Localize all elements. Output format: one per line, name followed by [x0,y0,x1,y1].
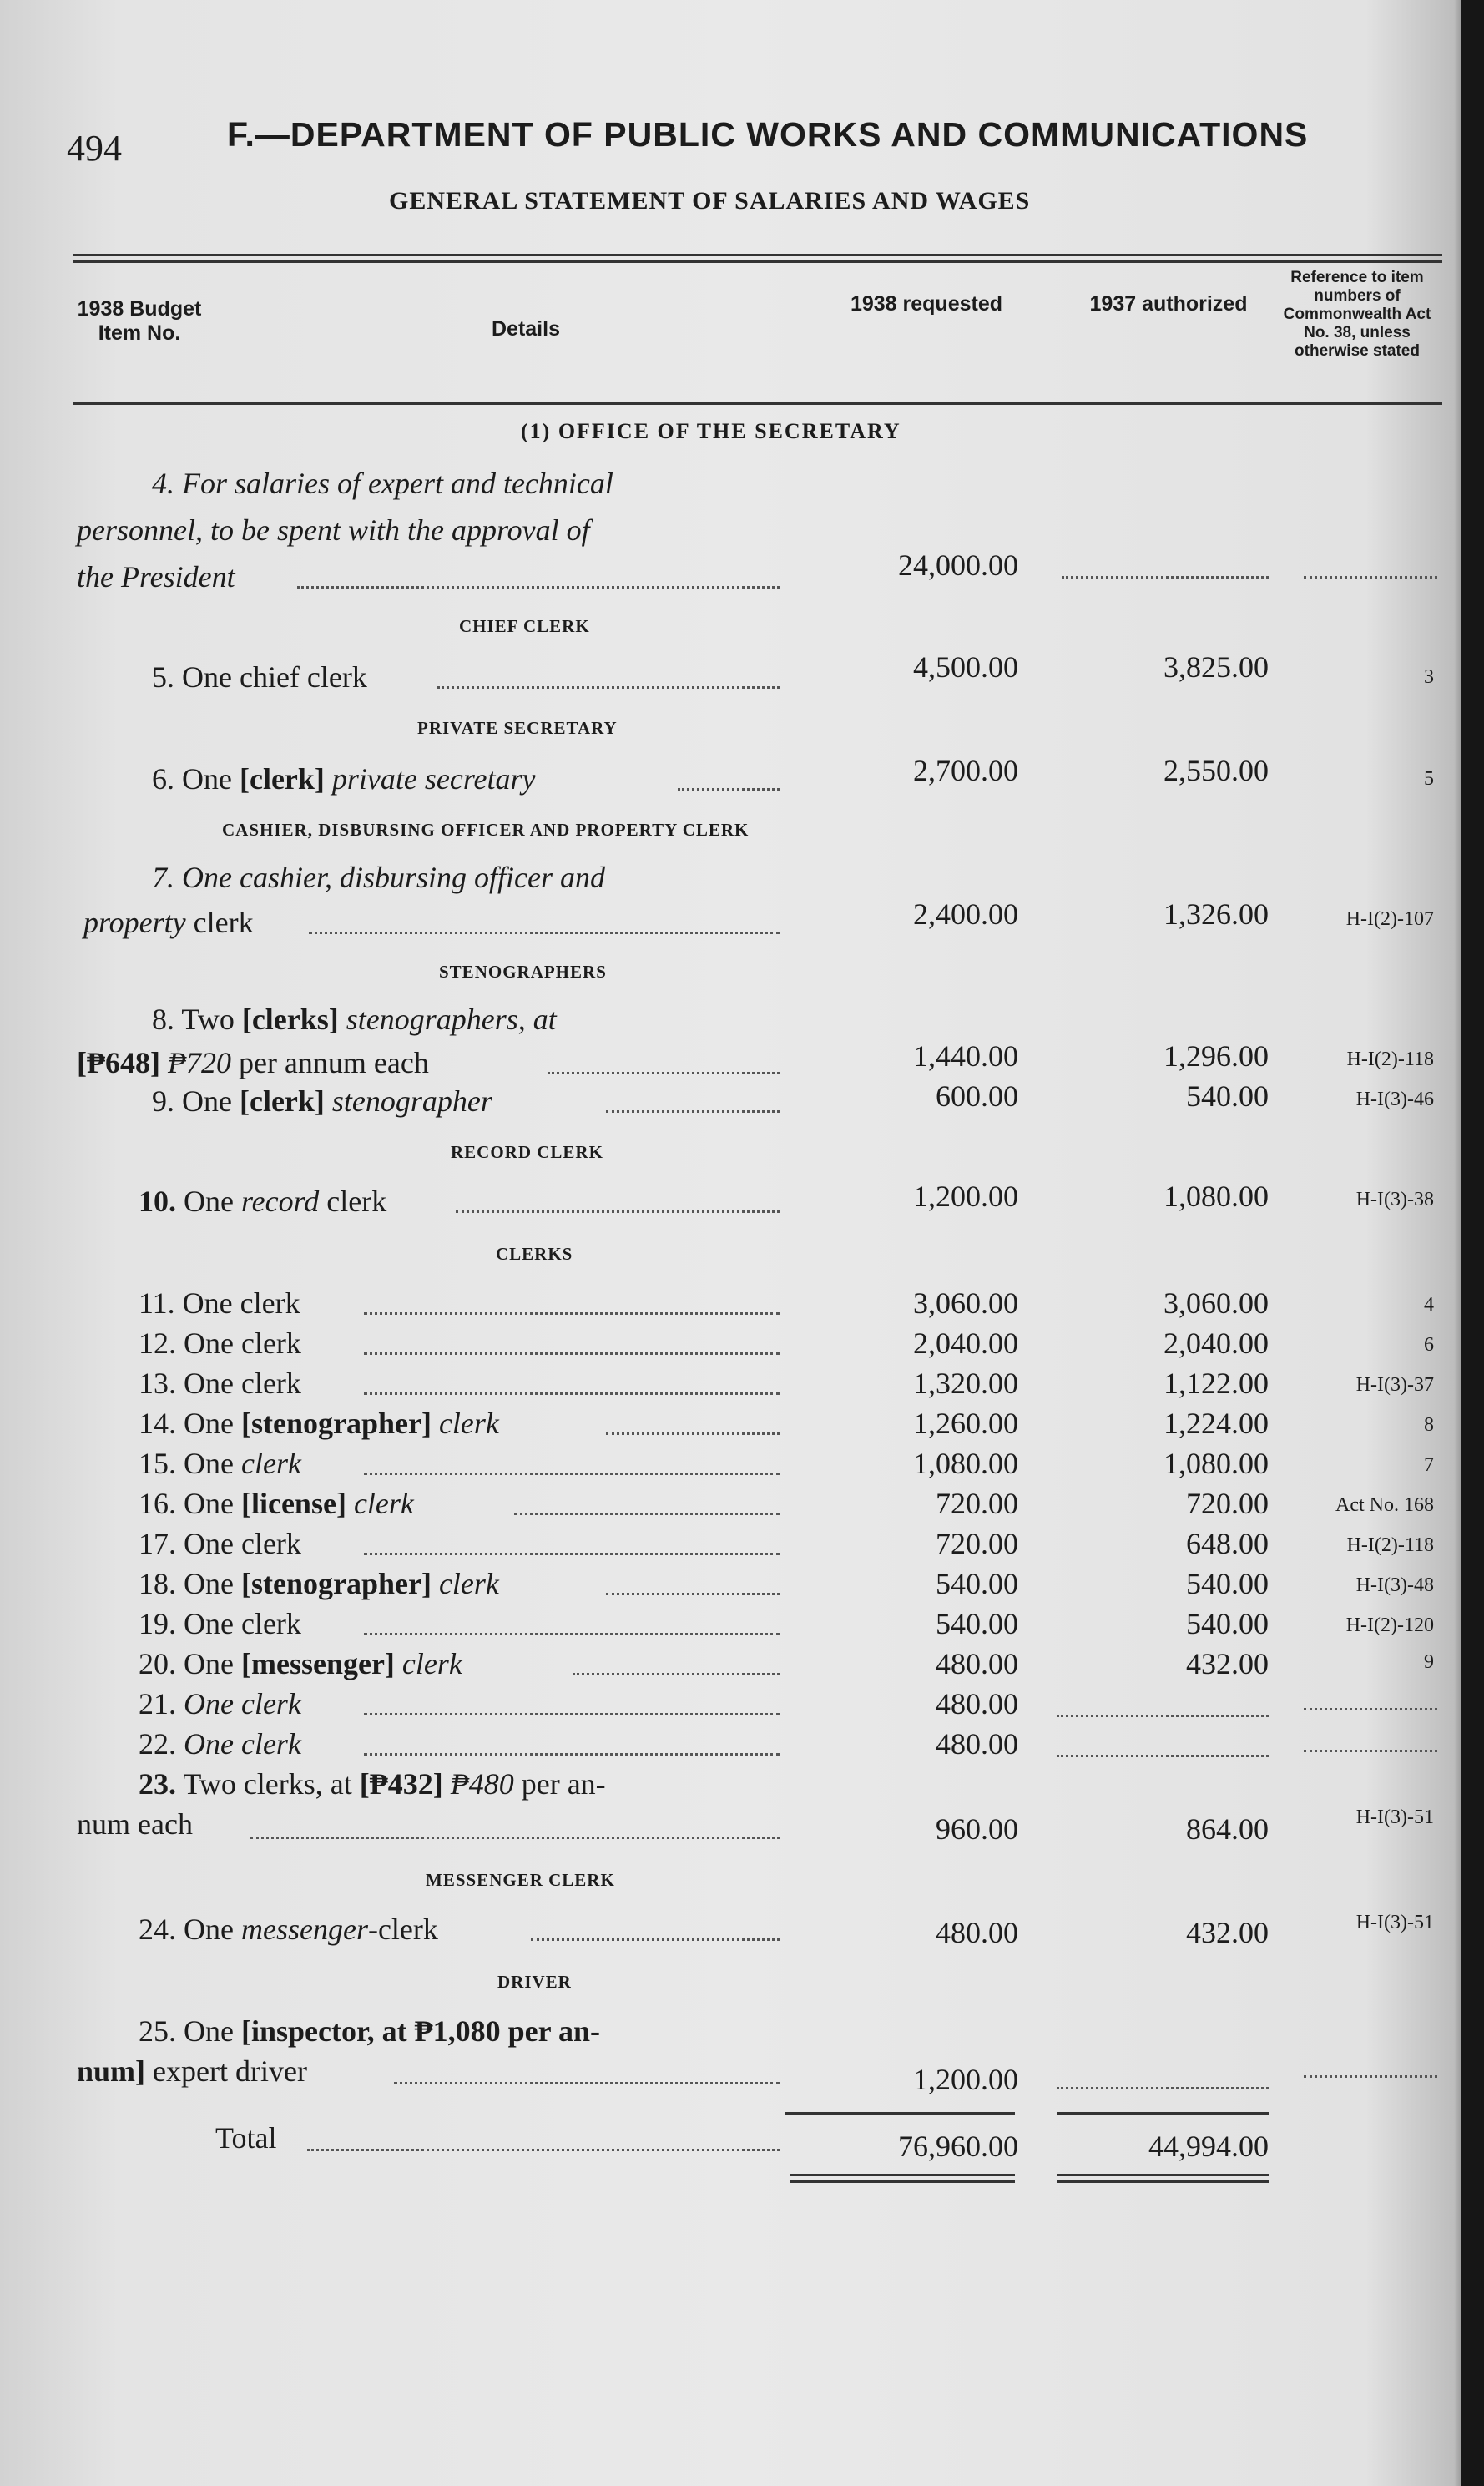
item-25-line2-a: num] [77,2054,146,2088]
item-11-ref: 4 [1424,1294,1434,1316]
item-24-authorized: 432.00 [1186,1916,1269,1949]
leader-24 [531,1938,780,1941]
blank-authorized-22 [1057,1755,1269,1757]
col-header-details: Details [492,317,560,341]
leader-14 [606,1432,780,1435]
item-18-text-b: clerk [431,1567,499,1600]
caption-record-clerk: RECORD CLERK [451,1142,603,1162]
blank-authorized-21 [1057,1715,1269,1717]
blank-authorized-4 [1062,576,1269,579]
item-23-num: 23. [139,1767,176,1801]
item-10-text-a: One [176,1185,241,1218]
item-7-authorized: 1,326.00 [1163,897,1269,931]
item-23-authorized: 864.00 [1186,1812,1269,1846]
leader-total [307,2149,780,2151]
col-header-authorized: 1937 authorized [1089,292,1248,316]
item-19-ref: H-I(2)-120 [1345,1614,1434,1636]
item-15-text-a: 15. One [139,1447,241,1480]
department-title: F.—DEPARTMENT OF PUBLIC WORKS AND COMMUNICATIONS [227,115,1309,154]
statement-title: GENERAL STATEMENT OF SALARIES AND WAGES [389,187,1031,215]
item-10-text-b: record [240,1185,320,1218]
item-23-line1 [139,1766,606,1801]
leader-21 [364,1713,780,1715]
item-10-authorized: 1,080.00 [1163,1180,1269,1213]
item-14-authorized: 1,224.00 [1163,1407,1269,1440]
item-10-requested: 1,200.00 [913,1180,1018,1213]
item-19-requested: 540.00 [936,1607,1018,1640]
leader-13 [364,1392,780,1395]
item-14-text [139,1406,499,1441]
blank-ref-21 [1304,1708,1437,1710]
sum-rule-requested [785,2112,1015,2115]
leader-19 [364,1633,780,1635]
item-21-text [139,1686,301,1721]
item-16-authorized: 720.00 [1186,1487,1269,1520]
item-5-text: 5. One chief clerk [152,660,367,694]
item-17-requested: 720.00 [936,1527,1018,1560]
caption-private-secretary: PRIVATE SECRETARY [417,718,618,738]
item-8-line1-b: [clerks] [241,1003,339,1036]
item-15-text [139,1446,301,1481]
item-10-num: 10. [139,1185,176,1218]
item-16-requested: 720.00 [936,1487,1018,1520]
blank-ref-22 [1304,1750,1437,1752]
item-9-requested: 600.00 [936,1079,1018,1113]
item-10-text [139,1184,386,1219]
item-10-text-c: clerk [319,1185,387,1218]
item-23-ref: H-I(3)-51 [1355,1806,1434,1828]
item-10-ref: H-I(3)-38 [1355,1189,1434,1210]
item-15-authorized: 1,080.00 [1163,1447,1269,1480]
item-14-bracket: [stenographer] [240,1407,432,1440]
item-6-bracket: [clerk] [239,762,325,796]
item-18-requested: 540.00 [936,1567,1018,1600]
item-13-authorized: 1,122.00 [1163,1367,1269,1400]
item-23-line2: num each [77,1807,193,1841]
item-17-text: 17. One clerk [139,1527,301,1560]
item-18-text-a: 18. One [139,1567,241,1600]
item-12-text: 12. One clerk [139,1326,301,1360]
item-20-text [139,1646,462,1681]
item-8-line1-c: stenographers, at [338,1003,557,1036]
item-14-requested: 1,260.00 [913,1407,1018,1440]
item-24-requested: 480.00 [936,1916,1018,1949]
item-20-bracket: [messenger] [240,1647,395,1680]
page-number: 494 [67,128,122,169]
item-8-line2-a: [₱648] [77,1046,160,1079]
leader-10 [456,1210,780,1213]
item-20-text-b: clerk [394,1647,462,1680]
item-18-bracket: [stenographer] [240,1567,432,1600]
item-20-requested: 480.00 [936,1647,1018,1680]
leader-22 [364,1753,780,1756]
item-14-text-a: 14. One [139,1407,241,1440]
section-title: (1) OFFICE OF THE SECRETARY [521,419,901,443]
item-21-text-b: One clerk [184,1687,301,1720]
item-4-line1: 4. For salaries of expert and technical [152,467,613,500]
leader-9 [606,1110,780,1113]
item-12-authorized: 2,040.00 [1163,1326,1269,1360]
book-edge [1461,0,1484,2486]
item-23-line1-a: Two clerks, at [176,1767,360,1801]
leader-12 [364,1352,780,1355]
item-20-ref: 9 [1424,1651,1434,1673]
item-6-text-a: 6. One [152,762,240,796]
item-8-line2-b: ₱720 [159,1046,231,1079]
item-22-text [139,1726,301,1761]
item-20-text-a: 20. One [139,1647,241,1680]
item-8-ref: H-I(2)-118 [1346,1048,1434,1070]
item-7-line2-b: clerk [185,906,254,939]
blank-ref-4 [1304,576,1437,579]
item-14-text-b: clerk [431,1407,499,1440]
item-11-authorized: 3,060.00 [1163,1286,1269,1320]
item-19-authorized: 540.00 [1186,1607,1269,1640]
item-13-ref: H-I(3)-37 [1355,1374,1434,1396]
blank-ref-25 [1304,2075,1437,2078]
item-12-requested: 2,040.00 [913,1326,1018,1360]
item-9-ref: H-I(3)-46 [1355,1089,1434,1110]
caption-clerks: CLERKS [496,1244,573,1264]
item-22-requested: 480.00 [936,1727,1018,1761]
item-21-text-a: 21. [139,1687,184,1720]
item-6-ref: 5 [1424,768,1434,790]
item-6-text-b: private secretary [324,762,536,796]
leader-15 [364,1473,780,1475]
item-25-line1 [139,2014,600,2049]
item-19-text: 19. One clerk [139,1607,301,1640]
caption-stenographers: STENOGRAPHERS [439,962,607,982]
item-4-line3: the President [77,560,235,594]
leader-8 [548,1072,780,1074]
leader-7 [309,932,780,934]
caption-driver: DRIVER [497,1972,572,1992]
item-25-line2 [77,2054,307,2089]
col-header-item-no: 1938 Budget Item No. [77,297,202,345]
item-12-ref: 6 [1424,1334,1434,1356]
item-24-text-c: -clerk [367,1913,438,1946]
item-11-requested: 3,060.00 [913,1286,1018,1320]
item-16-text-b: clerk [346,1487,414,1520]
item-6-authorized: 2,550.00 [1163,754,1269,787]
item-7-line2-a: property [83,906,186,939]
leader-18 [606,1593,780,1595]
item-16-ref: Act No. 168 [1335,1494,1434,1516]
item-4-requested: 24,000.00 [898,548,1018,582]
item-7-line2 [83,905,254,940]
sum-rule-authorized [1057,2112,1269,2115]
blank-authorized-25 [1057,2087,1269,2089]
item-8-authorized: 1,296.00 [1163,1039,1269,1073]
header-rule-top-2 [73,260,1442,263]
item-5-authorized: 3,825.00 [1163,650,1269,684]
item-16-text-a: 16. One [139,1487,241,1520]
leader-11 [364,1312,780,1315]
item-6-text [152,761,536,796]
leader-20 [573,1673,780,1675]
item-8-line2 [77,1045,429,1080]
col-header-requested: 1938 requested [850,292,1003,316]
item-9-authorized: 540.00 [1186,1079,1269,1113]
item-18-authorized: 540.00 [1186,1567,1269,1600]
total-double-rule-authorized [1057,2174,1269,2183]
item-14-ref: 8 [1424,1414,1434,1436]
item-16-bracket: [license] [240,1487,346,1520]
item-9-bracket: [clerk] [239,1084,325,1118]
item-23-requested: 960.00 [936,1812,1018,1846]
item-22-text-b: One clerk [184,1727,301,1761]
item-7-requested: 2,400.00 [913,897,1018,931]
item-17-authorized: 648.00 [1186,1527,1269,1560]
leader-4 [297,586,780,589]
leader-17 [364,1553,780,1555]
total-authorized: 44,994.00 [1148,2130,1269,2163]
item-9-text-b: stenographer [324,1084,492,1118]
caption-chief-clerk: CHIEF CLERK [459,616,590,636]
item-9-text-a: 9. One [152,1084,240,1118]
item-5-requested: 4,500.00 [913,650,1018,684]
item-15-ref: 7 [1424,1454,1434,1476]
item-7-line1-text: 7. One cashier, disbursing officer and [152,861,605,894]
item-6-requested: 2,700.00 [913,754,1018,787]
item-8-requested: 1,440.00 [913,1039,1018,1073]
item-24-ref: H-I(3)-51 [1355,1912,1434,1933]
item-25-line2-b: expert driver [145,2054,307,2088]
item-13-requested: 1,320.00 [913,1367,1018,1400]
item-23-line1-b: [₱432] [359,1767,443,1801]
item-16-text [139,1486,414,1521]
item-23-line1-c: ₱480 [442,1767,514,1801]
leader-5 [437,686,780,689]
item-18-ref: H-I(3)-48 [1355,1574,1434,1596]
col-header-reference: Reference to item numbers of Commonwealth Act No. 38, unless otherwise stated [1283,269,1431,360]
item-17-ref: H-I(2)-118 [1346,1534,1434,1556]
item-25-line1-b: [inspector, at ₱1,080 per an- [240,2014,600,2048]
item-24-text-b: messenger [240,1913,368,1946]
item-20-authorized: 432.00 [1186,1647,1269,1680]
item-22-text-a: 22. [139,1727,184,1761]
header-rule-top [73,254,1442,256]
item-11-text: 11. One clerk [139,1286,300,1320]
item-8-line1-a: 8. Two [152,1003,242,1036]
leader-16 [514,1513,780,1515]
item-18-text [139,1566,499,1601]
leader-25 [394,2082,780,2084]
total-double-rule-requested [790,2174,1015,2183]
item-7-line1 [152,860,605,895]
item-5-ref: 3 [1424,666,1434,688]
item-15-text-b: clerk [240,1447,301,1480]
item-25-requested: 1,200.00 [913,2063,1018,2096]
item-24-text [139,1912,438,1947]
item-15-requested: 1,080.00 [913,1447,1018,1480]
total-label: Total [215,2121,277,2155]
item-25-line1-a: 25. One [139,2014,241,2048]
total-requested: 76,960.00 [898,2130,1018,2163]
item-4-line2: personnel, to be spent with the approval of [77,513,590,547]
caption-messenger-clerk: MESSENGER CLERK [426,1870,615,1890]
header-rule-bottom [73,402,1442,405]
item-9-text [152,1084,492,1119]
leader-6 [678,788,780,791]
item-7-ref: H-I(2)-107 [1345,908,1434,930]
leader-23 [250,1837,780,1839]
item-8-line2-c: per annum each [230,1046,429,1079]
item-23-line1-d: per an- [513,1767,606,1801]
item-21-requested: 480.00 [936,1687,1018,1720]
item-13-text: 13. One clerk [139,1367,301,1400]
item-8-line1 [152,1002,557,1037]
caption-cashier: CASHIER, DISBURSING OFFICER AND PROPERTY CLERK [222,820,750,840]
item-24-text-a: 24. One [139,1913,241,1946]
